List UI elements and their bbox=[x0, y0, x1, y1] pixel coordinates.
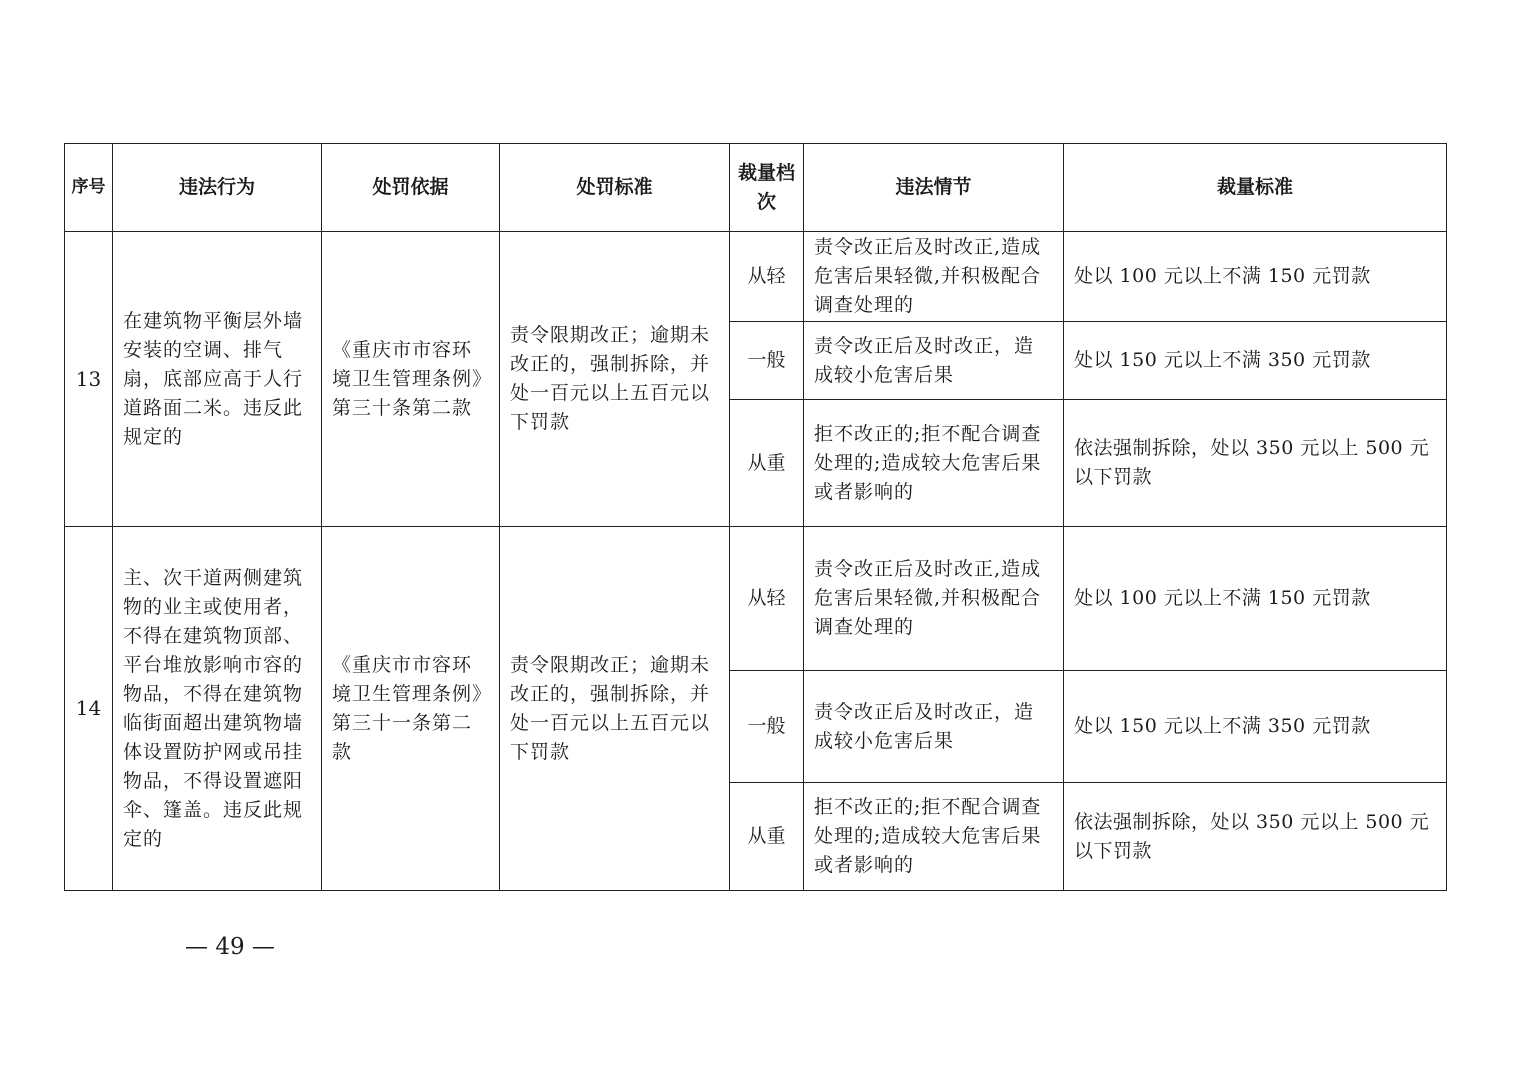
circumstance-cell: 责令改正后及时改正,造成危害后果轻微,并积极配合调查处理的 bbox=[804, 527, 1064, 671]
discretion-cell: 依法强制拆除，处以 350 元以上 500 元以下罚款 bbox=[1064, 400, 1447, 527]
row-seq: 13 bbox=[65, 232, 113, 527]
circumstance-cell: 拒不改正的;拒不配合调查处理的;造成较大危害后果或者影响的 bbox=[804, 400, 1064, 527]
level-label: 从重 bbox=[730, 400, 804, 527]
discretion-cell: 处以 150 元以上不满 350 元罚款 bbox=[1064, 671, 1447, 783]
header-behavior: 违法行为 bbox=[113, 144, 322, 232]
level-label: 一般 bbox=[730, 322, 804, 400]
header-seq: 序号 bbox=[65, 144, 113, 232]
level-label: 一般 bbox=[730, 671, 804, 783]
discretion-cell: 处以 100 元以上不满 150 元罚款 bbox=[1064, 232, 1447, 322]
discretion-cell: 处以 100 元以上不满 150 元罚款 bbox=[1064, 527, 1447, 671]
row-standard: 责令限期改正；逾期未改正的，强制拆除，并处一百元以上五百元以下罚款 bbox=[500, 232, 730, 527]
row-standard: 责令限期改正；逾期未改正的，强制拆除，并处一百元以上五百元以下罚款 bbox=[500, 527, 730, 891]
header-standard: 处罚标准 bbox=[500, 144, 730, 232]
level-label: 从重 bbox=[730, 783, 804, 891]
row-basis: 《重庆市市容环境卫生管理条例》第三十条第二款 bbox=[322, 232, 500, 527]
row-seq: 14 bbox=[65, 527, 113, 891]
discretion-cell: 依法强制拆除，处以 350 元以上 500 元以下罚款 bbox=[1064, 783, 1447, 891]
row-basis: 《重庆市市容环境卫生管理条例》第三十一条第二款 bbox=[322, 527, 500, 891]
table-header-row bbox=[65, 144, 1447, 232]
table-row bbox=[65, 232, 1447, 322]
level-label: 从轻 bbox=[730, 232, 804, 322]
row-behavior: 在建筑物平衡层外墙安装的空调、排气扇，底部应高于人行道路面二米。违反此规定的 bbox=[113, 232, 322, 527]
discretion-cell: 处以 150 元以上不满 350 元罚款 bbox=[1064, 322, 1447, 400]
header-circumstance: 违法情节 bbox=[804, 144, 1064, 232]
circumstance-cell: 责令改正后及时改正,造成危害后果轻微,并积极配合调查处理的 bbox=[804, 232, 1064, 322]
row-behavior: 主、次干道两侧建筑物的业主或使用者，不得在建筑物顶部、平台堆放影响市容的物品，不得在建筑物临街面超出建筑物墙体设置防护网或吊挂物品，不得设置遮阳伞、篷盖。违反此规定的 bbox=[113, 527, 322, 891]
page-number: — 49 — bbox=[185, 934, 275, 960]
penalty-discretion-table bbox=[64, 143, 1447, 891]
header-basis: 处罚依据 bbox=[322, 144, 500, 232]
header-level: 裁量档次 bbox=[730, 144, 804, 232]
table-row bbox=[65, 527, 1447, 671]
header-discretion: 裁量标准 bbox=[1064, 144, 1447, 232]
circumstance-cell: 责令改正后及时改正，造成较小危害后果 bbox=[804, 671, 1064, 783]
circumstance-cell: 拒不改正的;拒不配合调查处理的;造成较大危害后果或者影响的 bbox=[804, 783, 1064, 891]
level-label: 从轻 bbox=[730, 527, 804, 671]
circumstance-cell: 责令改正后及时改正，造成较小危害后果 bbox=[804, 322, 1064, 400]
